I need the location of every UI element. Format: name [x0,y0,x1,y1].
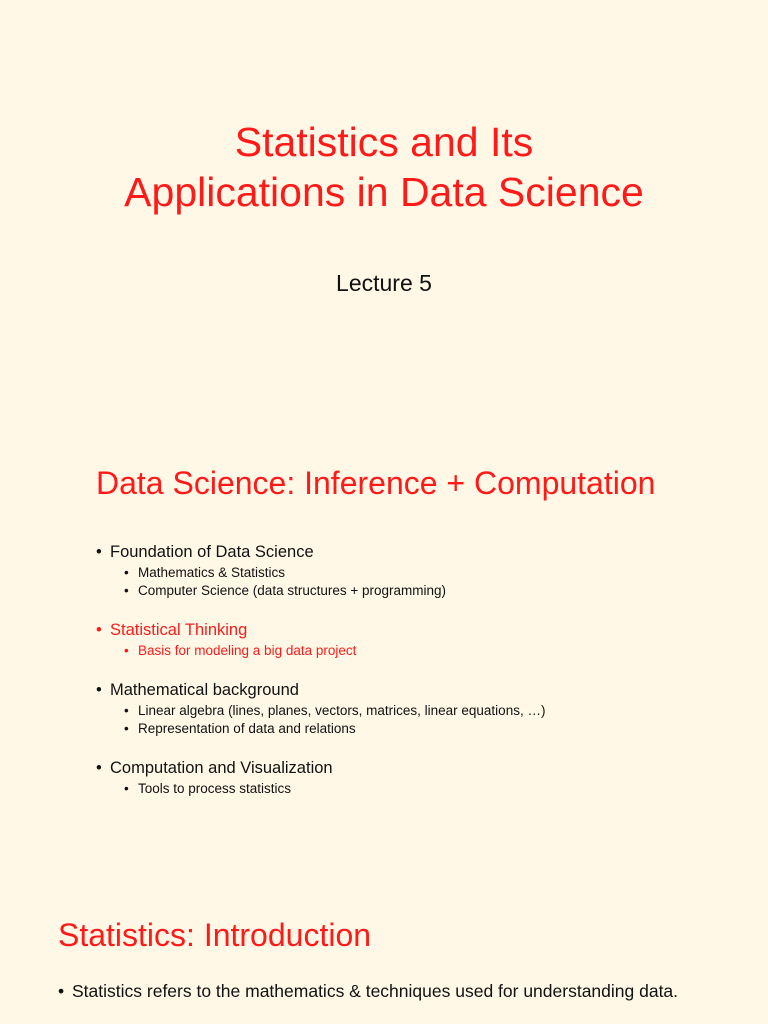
bullet-icon: • [124,643,129,658]
bullet-group-foundation [96,540,736,600]
lecture-subtitle: Lecture 5 [336,270,432,296]
bullet-icon: • [124,703,129,718]
list-item: • Computation and Visualization [96,756,736,780]
list-item: • Statistical Thinking [96,618,736,642]
title-line-2: Applications in Data Science [124,169,644,215]
sub-list-item: • Tools to process statistics [124,781,292,796]
list-item: • Foundation of Data Science [96,540,736,564]
slide-2-title: Data Science: Inference + Computation [96,465,656,501]
sub-list-item: • Computer Science (data structures + programming) [124,583,447,598]
slide-data-science [0,440,768,900]
slide-statistics-intro [0,900,768,1024]
bullet-icon: • [96,621,102,639]
bullet-group-computation [96,756,736,798]
slide-3-title: Statistics: Introduction [58,917,372,953]
title-line-1: Statistics and Its [234,119,534,165]
bullet-icon: • [124,565,129,580]
bullet-icon: • [124,781,129,796]
bullet-icon: • [96,759,102,777]
list-item: • Statistics refers to the mathematics & techniques used for understanding data. [58,981,679,1001]
bullet-icon: • [124,583,129,598]
bullet-icon: • [96,681,102,699]
bullet-icon: • [96,543,102,561]
bullet-list [96,540,736,816]
bullet-icon: • [58,981,65,1001]
list-item: • Mathematical background [96,678,736,702]
bullet-group-statistical-thinking [96,618,736,660]
sub-list-item: • Basis for modeling a big data project [124,643,357,658]
bullet-icon: • [124,721,129,736]
bullet-group-math-background [96,678,736,738]
slide-title [0,0,768,440]
sub-list-item: • Mathematics & Statistics [124,565,286,580]
sub-list-item: • Representation of data and relations [124,721,356,736]
slide-3-body [58,980,708,1002]
sub-list-item: • Linear algebra (lines, planes, vectors, matrices, linear equations, …) [124,703,546,718]
slide-title-heading [0,117,768,217]
